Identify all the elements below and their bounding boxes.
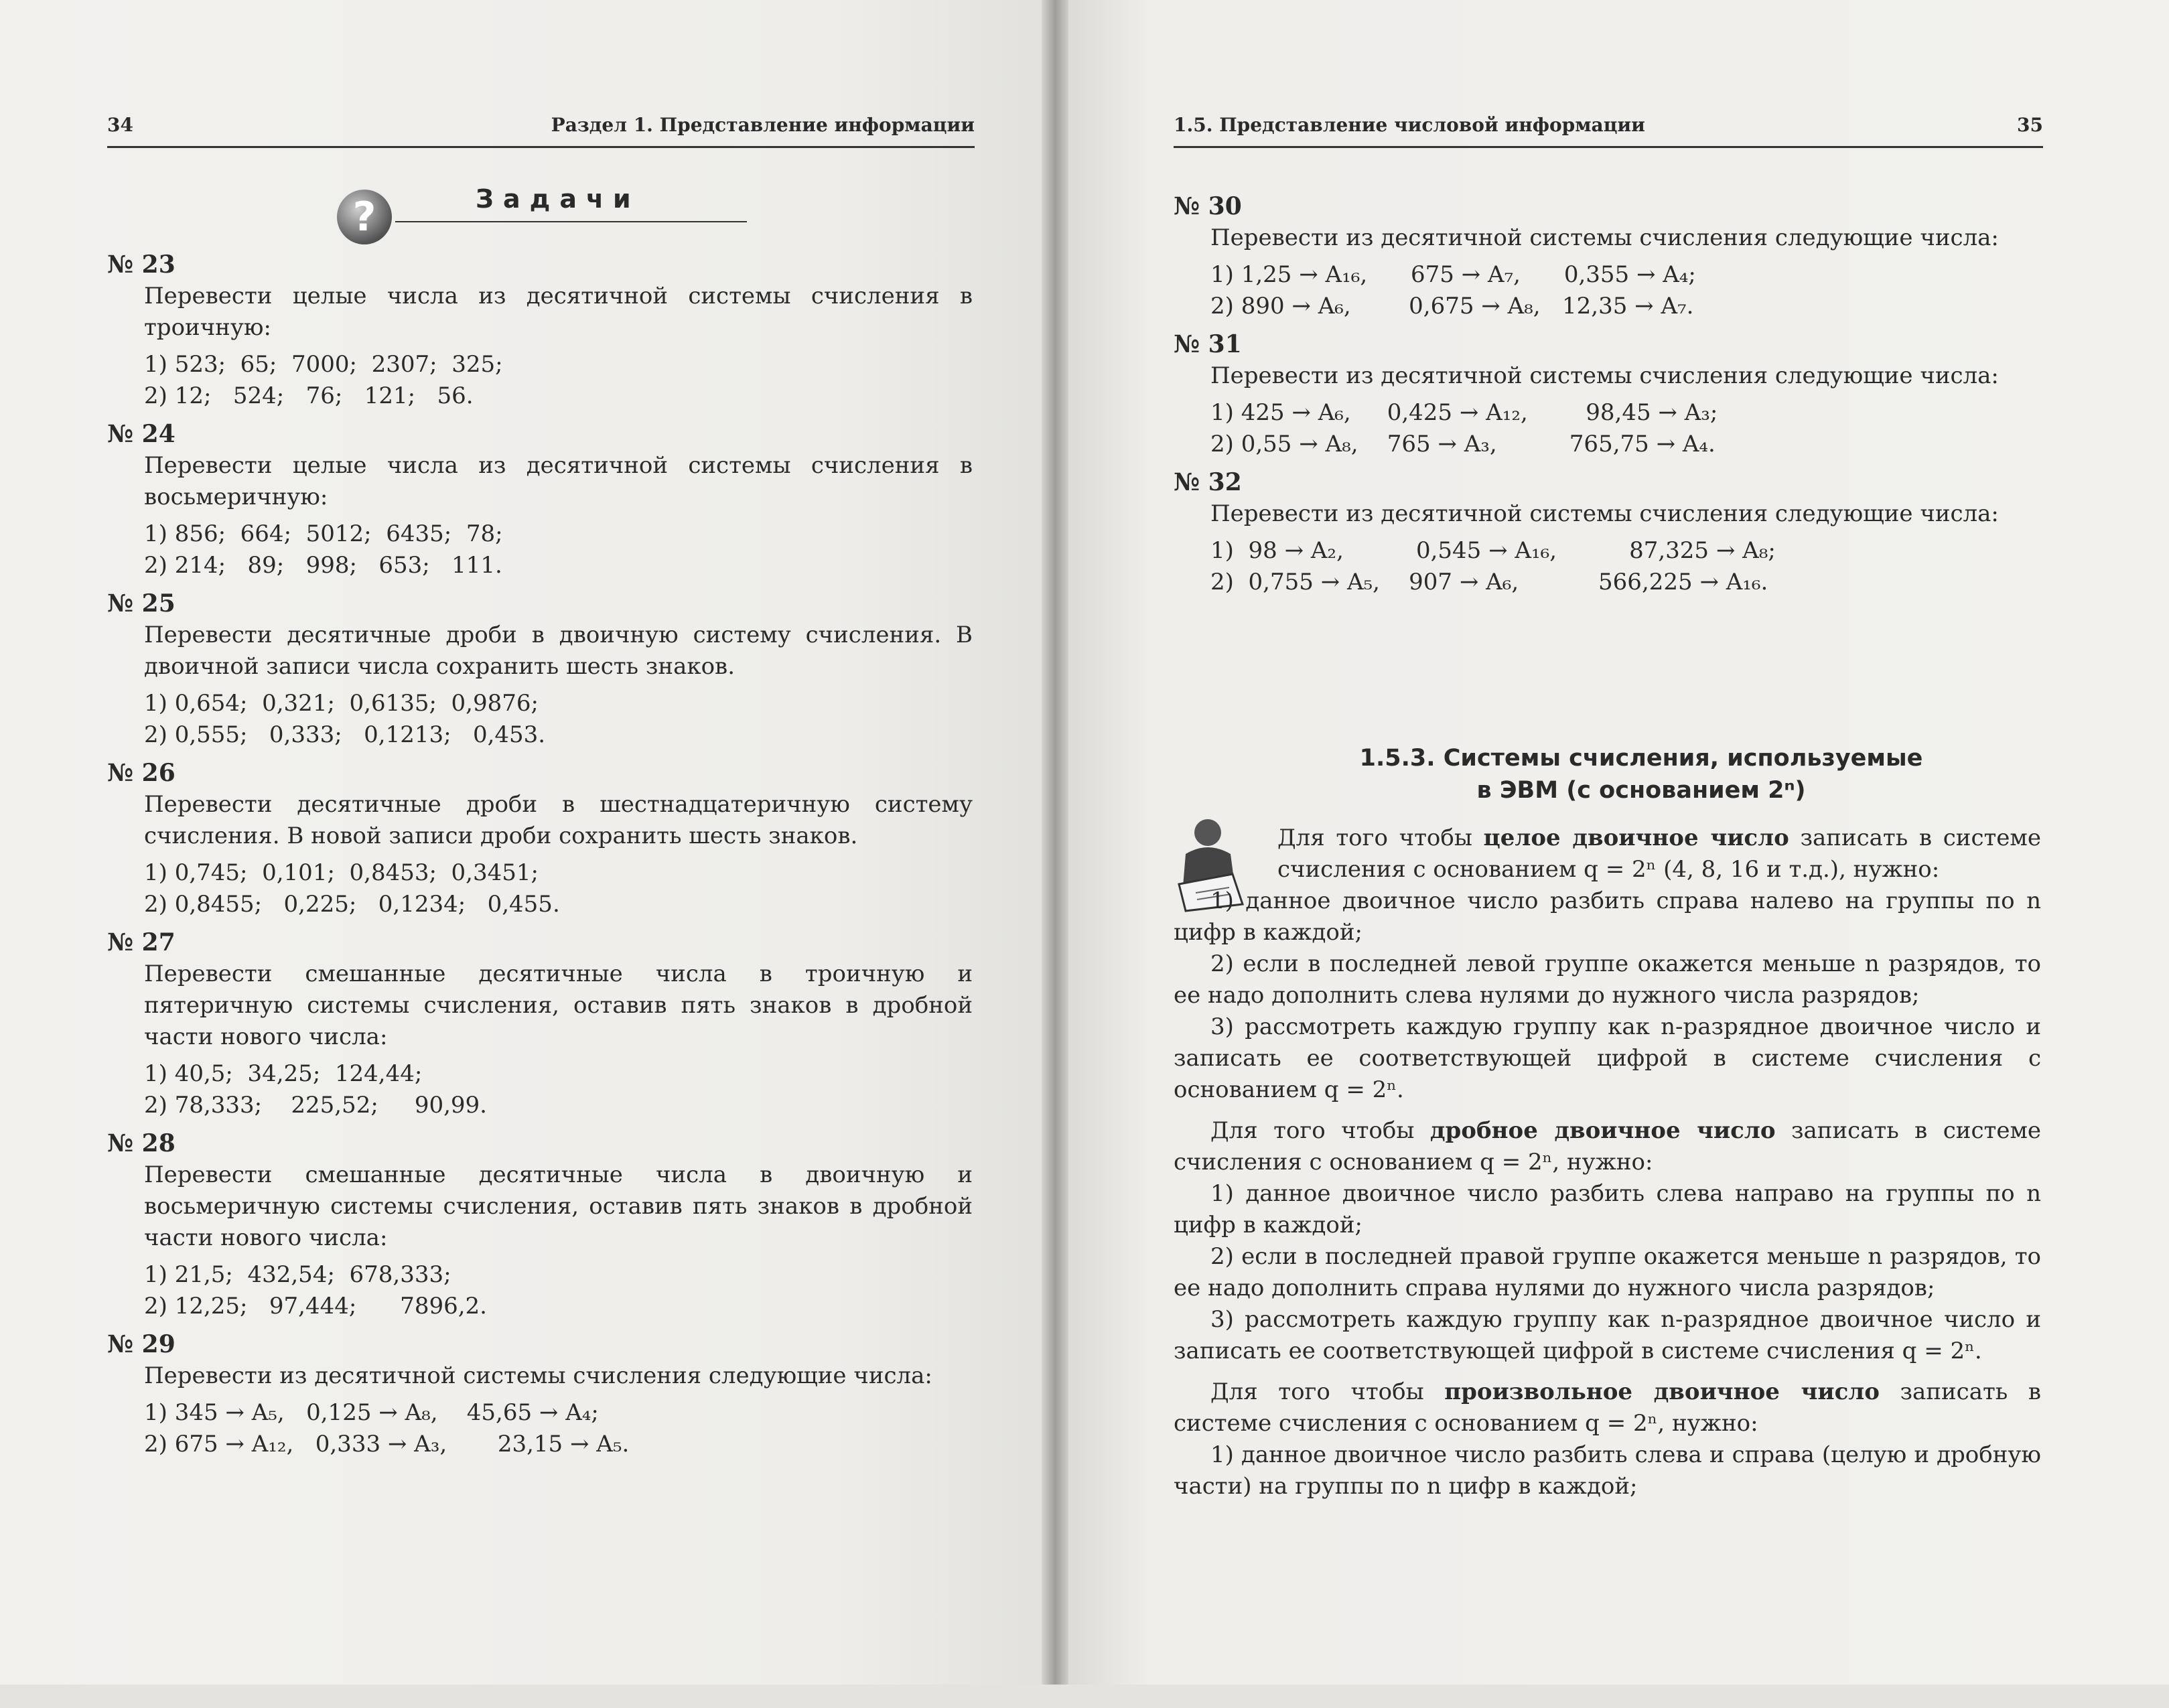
p1-intro: Для того чтобы <box>1277 825 1484 851</box>
section-heading <box>1206 742 2077 806</box>
paragraph-integer <box>1174 823 2041 885</box>
task-values-line: 2) 0,55 → A₈, 765 → A₃, 765,75 → A₄. <box>1210 431 1716 457</box>
task <box>107 419 973 581</box>
task <box>107 1329 973 1460</box>
paragraph-arbitrary <box>1174 1376 2041 1439</box>
task-number: № 30 <box>1174 192 1242 220</box>
running-head: Раздел 1. Представление информации <box>551 114 975 136</box>
page-number: 34 <box>107 114 133 136</box>
section-title-line-2: в ЭВМ (с основанием 2ⁿ) <box>1476 777 1806 804</box>
section-title-line-1: 1.5.3. Системы счисления, используемые <box>1359 745 1923 772</box>
p1-rest: записать в системе счисления с основанием q = 2ⁿ (4, 8, 16 и т.д.), нужно: <box>1277 825 2041 883</box>
task-statement: Перевести из десятичной системы счисления следующие числа: <box>1210 224 1999 251</box>
step-item: 3) рассмотреть каждую группу как n-разрядное двоичное число и записать ее соответствующей цифрой в системе счисления с основанием q = 2ⁿ. <box>1174 1013 2041 1103</box>
rules-text <box>1174 823 2041 1502</box>
step-item: 1) данное двоичное число разбить слева и справа (целую и дробную части) на группы по n цифр в каждой; <box>1174 1441 2041 1500</box>
task-values-line: 1) 98 → A₂, 0,545 → A₁₆, 87,325 → A₈; <box>1210 537 1776 564</box>
left-page-header <box>107 113 975 148</box>
left-task-list <box>107 249 973 1467</box>
task-values-line: 2) 78,333; 225,52; 90,99. <box>144 1092 487 1119</box>
step-item: 1) данное двоичное число разбить справа налево на группы по n цифр в каждой; <box>1174 887 2041 946</box>
integer-steps <box>1174 885 2041 1106</box>
task-values-line: 1) 0,745; 0,101; 0,8453; 0,3451; <box>144 859 539 886</box>
task-number: № 25 <box>107 589 176 618</box>
task-values-line: 1) 1,25 → A₁₆, 675 → A₇, 0,355 → A₄; <box>1210 261 1696 288</box>
task-statement: Перевести из десятичной системы счисления следующие числа: <box>1210 362 1999 389</box>
step-item: 3) рассмотреть каждую группу как n-разрядное двоичное число и записать ее соответствующей цифрой в системе счисления q = 2ⁿ. <box>1174 1306 2041 1364</box>
task-number: № 29 <box>107 1330 176 1358</box>
task-values-line: 1) 345 → A₅, 0,125 → A₈, 45,65 → A₄; <box>144 1399 599 1426</box>
task-statement: Перевести десятичные дроби в двоичную систему счисления. В двоичной записи числа сохранить шесть знаков. <box>144 622 973 680</box>
p2-intro: Для того чтобы <box>1210 1117 1430 1144</box>
task-values-line: 2) 214; 89; 998; 653; 111. <box>144 552 502 579</box>
task <box>107 249 973 412</box>
tasks-heading: Задачи <box>476 184 640 214</box>
task-number: № 32 <box>1174 468 1242 496</box>
right-task-list <box>1174 191 2041 605</box>
step-item: 1) данное двоичное число разбить слева направо на группы по n цифр в каждой; <box>1174 1180 2041 1238</box>
task-values-line: 2) 0,555; 0,333; 0,1213; 0,453. <box>144 721 546 748</box>
p2-rest: записать в системе счисления с основанием q = 2ⁿ, нужно: <box>1174 1117 2042 1176</box>
task-values-line: 2) 12,25; 97,444; 7896,2. <box>144 1293 487 1320</box>
book-spine <box>1042 0 1068 1708</box>
task-number: № 31 <box>1174 330 1242 358</box>
task-values-line: 2) 0,755 → A₅, 907 → A₆, 566,225 → A₁₆. <box>1210 569 1768 595</box>
p3-intro: Для того чтобы <box>1210 1378 1445 1405</box>
task <box>107 1128 973 1322</box>
p3-bold-term: произвольное двоичное число <box>1444 1378 1880 1405</box>
task-statement: Перевести целые числа из десятичной системы счисления в троичную: <box>144 283 973 341</box>
section-running-head: 1.5. Представление числовой информации <box>1174 114 1645 136</box>
task-values-line: 1) 523; 65; 7000; 2307; 325; <box>144 351 503 378</box>
task-values-line: 2) 0,8455; 0,225; 0,1234; 0,455. <box>144 891 560 918</box>
task <box>107 588 973 751</box>
step-item: 2) если в последней левой группе окажется меньше n разрядов, то ее надо дополнить слева нулями до нужного числа разрядов; <box>1174 950 2041 1009</box>
task-statement: Перевести десятичные дроби в шестнадцатеричную систему счисления. В новой записи дроби сохранить шесть знаков. <box>144 791 973 849</box>
task-number: № 24 <box>107 420 176 448</box>
page-number: 35 <box>2017 114 2043 136</box>
task-number: № 26 <box>107 759 176 787</box>
question-mark-icon: ? <box>337 190 392 244</box>
task-number: № 27 <box>107 928 176 956</box>
task-values-line: 1) 0,654; 0,321; 0,6135; 0,9876; <box>144 690 539 717</box>
task-statement: Перевести из десятичной системы счисления следующие числа: <box>1210 500 1999 527</box>
arbitrary-steps <box>1174 1439 2041 1502</box>
task-values-line: 1) 40,5; 34,25; 124,44; <box>144 1060 423 1087</box>
task-statement: Перевести целые числа из десятичной системы счисления в восьмеричную: <box>144 452 973 510</box>
p2-bold-term: дробное двоичное число <box>1429 1117 1776 1144</box>
task-number: № 28 <box>107 1129 176 1157</box>
p1-bold-term: целое двоичное число <box>1483 825 1789 851</box>
right-page-header <box>1174 113 2043 148</box>
task-values-line: 1) 856; 664; 5012; 6435; 78; <box>144 520 503 547</box>
task <box>1174 467 2041 598</box>
task-statement: Перевести смешанные десятичные числа в двоичную и восьмеричную системы счисления, оставив пять знаков в дробной части нового числа: <box>144 1161 973 1251</box>
step-item: 2) если в последней правой группе окажется меньше n разрядов, то ее надо дополнить справа нулями до нужного числа разрядов; <box>1174 1243 2041 1301</box>
task-statement: Перевести из десятичной системы счисления следующие числа: <box>144 1362 932 1389</box>
task <box>1174 329 2041 460</box>
task-values-line: 2) 890 → A₆, 0,675 → A₈, 12,35 → A₇. <box>1210 293 1694 319</box>
task-values-line: 2) 675 → A₁₂, 0,333 → A₃, 23,15 → A₅. <box>144 1431 630 1457</box>
fraction-steps <box>1174 1178 2041 1367</box>
task <box>107 758 973 920</box>
task <box>107 927 973 1121</box>
tasks-heading-rule <box>395 221 747 222</box>
task-values-line: 2) 12; 524; 76; 121; 56. <box>144 382 474 409</box>
bottom-edge <box>0 1685 2169 1708</box>
task-values-line: 1) 425 → A₆, 0,425 → A₁₂, 98,45 → A₃; <box>1210 399 1718 426</box>
task <box>1174 191 2041 322</box>
paragraph-fraction <box>1174 1115 2041 1178</box>
task-number: № 23 <box>107 251 176 279</box>
p3-rest: записать в системе счисления с основанием q = 2ⁿ, нужно: <box>1174 1378 2041 1437</box>
task-values-line: 1) 21,5; 432,54; 678,333; <box>144 1261 451 1288</box>
task-statement: Перевести смешанные десятичные числа в троичную и пятеричную системы счисления, оставив пять знаков в дробной части нового числа: <box>144 960 973 1050</box>
